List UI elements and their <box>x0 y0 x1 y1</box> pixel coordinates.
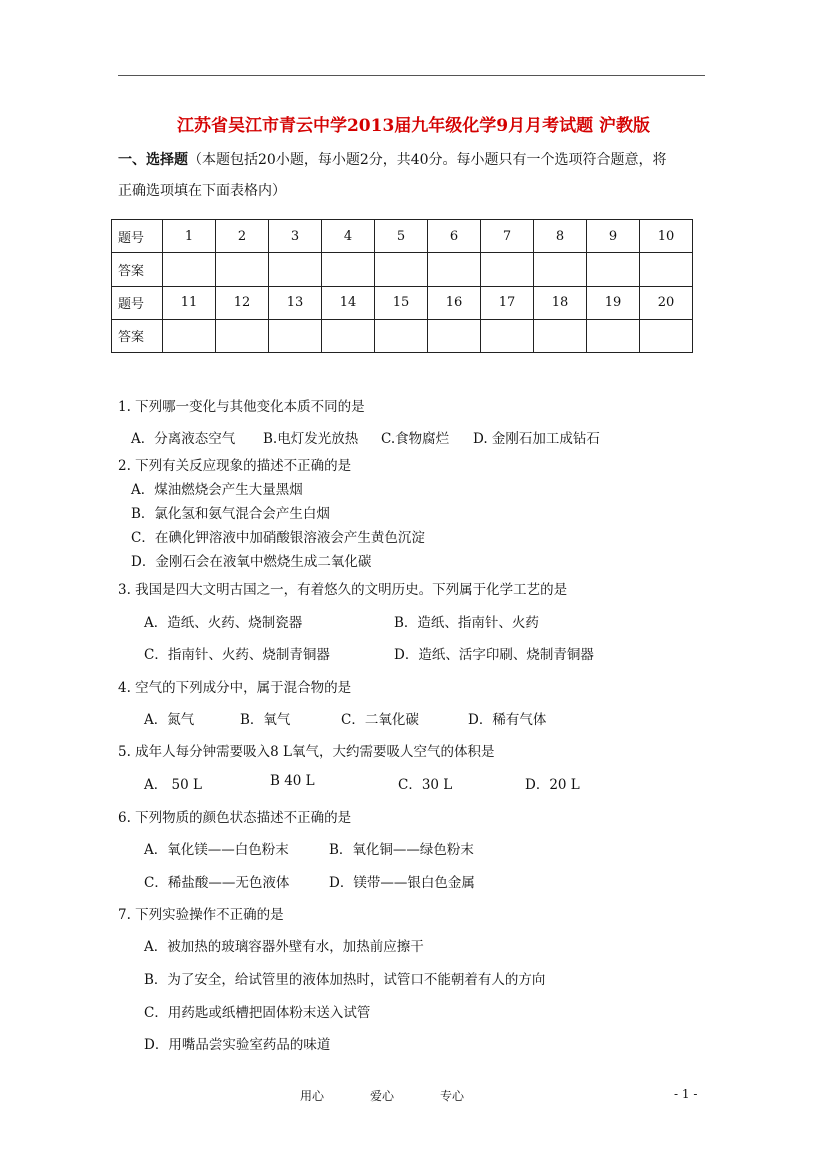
question-1-option-d: D. 金刚石加工成钻石 <box>473 431 600 447</box>
table-cell-number: 10 <box>640 220 693 253</box>
question-2-option-b: B．氯化氢和氨气混合会产生白烟 <box>131 506 330 522</box>
answer-cell[interactable] <box>163 253 216 286</box>
answer-cell[interactable] <box>428 253 481 286</box>
question-1-option-a: A．分离液态空气 <box>131 431 236 447</box>
table-cell-number: 11 <box>163 286 216 319</box>
table-cell-number: 16 <box>428 286 481 319</box>
question-6-stem: 6. 下列物质的颜色状态描述不正确的是 <box>118 810 352 826</box>
header-rule <box>118 75 705 76</box>
question-1-option-c: C.食物腐烂 <box>381 431 450 447</box>
question-3-option-c: C．指南针、火药、烧制青铜器 <box>144 647 330 663</box>
question-1-stem: 1. 下列哪一变化与其他变化本质不同的是 <box>118 399 365 415</box>
document-title: 江苏省吴江市青云中学2013届九年级化学9月月考试题 沪教版 <box>176 116 651 136</box>
answer-cell[interactable] <box>163 319 216 352</box>
question-3-stem: 3. 我国是四大文明古国之一，有着悠久的文明历史。下列属于化学工艺的是 <box>118 582 568 598</box>
table-row-label: 答案 <box>112 253 163 286</box>
question-7-option-d: D．用嘴品尝实验室药品的味道 <box>144 1037 331 1053</box>
answer-cell[interactable] <box>375 253 428 286</box>
question-5-stem: 5. 成年人每分钟需要吸入8 L氧气，大约需要吸人空气的体积是 <box>118 744 495 760</box>
question-4-option-d: D．稀有气体 <box>468 712 547 728</box>
question-2-stem: 2. 下列有关反应现象的描述不正确的是 <box>118 458 352 474</box>
answer-cell[interactable] <box>375 319 428 352</box>
answer-cell[interactable] <box>534 253 587 286</box>
table-cell-number: 8 <box>534 220 587 253</box>
section-instructions <box>118 152 667 168</box>
table-row-label: 答案 <box>112 319 163 352</box>
answer-cell[interactable] <box>587 253 640 286</box>
footer-motto-2: 爱心 <box>370 1089 395 1103</box>
question-6-option-a: A．氧化镁——白色粉末 <box>144 842 289 858</box>
table-cell-number: 9 <box>587 220 640 253</box>
table-row-label: 题号 <box>112 220 163 253</box>
answer-cell[interactable] <box>640 319 693 352</box>
question-5-option-a: A． 50 L <box>144 777 202 793</box>
table-cell-number: 2 <box>216 220 269 253</box>
table-cell-number: 1 <box>163 220 216 253</box>
table-cell-number: 17 <box>481 286 534 319</box>
section-heading: 一、选择题 <box>118 152 188 168</box>
question-6-option-c: C．稀盐酸——无色液体 <box>144 875 290 891</box>
question-4-option-a: A．氮气 <box>144 712 195 728</box>
question-7-option-b: B．为了安全，给试管里的液体加热时，试管口不能朝着有人的方向 <box>144 972 546 988</box>
answer-cell[interactable] <box>534 319 587 352</box>
footer-motto-1: 用心 <box>300 1089 325 1103</box>
table-cell-number: 7 <box>481 220 534 253</box>
question-5-option-b: B 40 L <box>270 773 315 789</box>
table-cell-number: 3 <box>269 220 322 253</box>
table-row-label: 题号 <box>112 286 163 319</box>
question-2-option-c: C．在碘化钾溶液中加硝酸银溶液会产生黄色沉淀 <box>131 530 425 546</box>
answer-cell[interactable] <box>640 253 693 286</box>
table-cell-number: 18 <box>534 286 587 319</box>
table-cell-number: 12 <box>216 286 269 319</box>
answer-cell[interactable] <box>322 319 375 352</box>
question-2-option-a: A．煤油燃烧会产生大量黑烟 <box>131 482 303 498</box>
question-3-option-a: A．造纸、火药、烧制瓷器 <box>144 615 303 631</box>
answer-cell[interactable] <box>428 319 481 352</box>
answer-cell[interactable] <box>269 253 322 286</box>
question-4-stem: 4. 空气的下列成分中，属于混合物的是 <box>118 680 352 696</box>
question-4-option-b: B．氧气 <box>240 712 291 728</box>
table-cell-number: 6 <box>428 220 481 253</box>
question-4-option-c: C．二氧化碳 <box>341 712 419 728</box>
question-3-option-d: D．造纸、活字印刷、烧制青铜器 <box>394 647 594 663</box>
table-cell-number: 4 <box>322 220 375 253</box>
question-1-option-b: B.电灯发光放热 <box>263 431 359 447</box>
table-cell-number: 5 <box>375 220 428 253</box>
table-row-numbers-2 <box>112 286 693 319</box>
answer-cell[interactable] <box>587 319 640 352</box>
answer-cell[interactable] <box>322 253 375 286</box>
question-7-option-c: C．用药匙或纸槽把固体粉末送入试管 <box>144 1005 371 1021</box>
question-3-option-b: B．造纸、指南针、火药 <box>394 615 539 631</box>
answer-cell[interactable] <box>481 319 534 352</box>
question-7-stem: 7. 下列实验操作不正确的是 <box>118 907 284 923</box>
table-cell-number: 13 <box>269 286 322 319</box>
answer-cell[interactable] <box>481 253 534 286</box>
question-7-option-a: A．被加热的玻璃容器外壁有水，加热前应擦干 <box>144 939 424 955</box>
section-instructions-line1: （本题包括20小题，每小题2分，共40分。每小题只有一个选项符合题意，将 <box>188 152 667 168</box>
answer-cell[interactable] <box>269 319 322 352</box>
table-cell-number: 14 <box>322 286 375 319</box>
answer-cell[interactable] <box>216 253 269 286</box>
table-cell-number: 15 <box>375 286 428 319</box>
page-number: - 1 - <box>674 1087 698 1101</box>
question-6-option-b: B．氧化铜——绿色粉末 <box>329 842 474 858</box>
table-row-answers-2 <box>112 319 693 352</box>
question-2-option-d: D．金刚石会在液氧中燃烧生成二氧化碳 <box>131 554 372 570</box>
question-5-option-c: C．30 L <box>398 777 453 793</box>
question-5-option-d: D．20 L <box>525 777 580 793</box>
answer-table <box>111 219 693 353</box>
table-row-answers-1 <box>112 253 693 286</box>
table-row-numbers-1 <box>112 220 693 253</box>
table-cell-number: 20 <box>640 286 693 319</box>
section-instructions-line2: 正确选项填在下面表格内） <box>118 183 286 199</box>
footer-motto-3: 专心 <box>440 1089 465 1103</box>
question-6-option-d: D．镁带——银白色金属 <box>329 875 475 891</box>
table-cell-number: 19 <box>587 286 640 319</box>
answer-cell[interactable] <box>216 319 269 352</box>
